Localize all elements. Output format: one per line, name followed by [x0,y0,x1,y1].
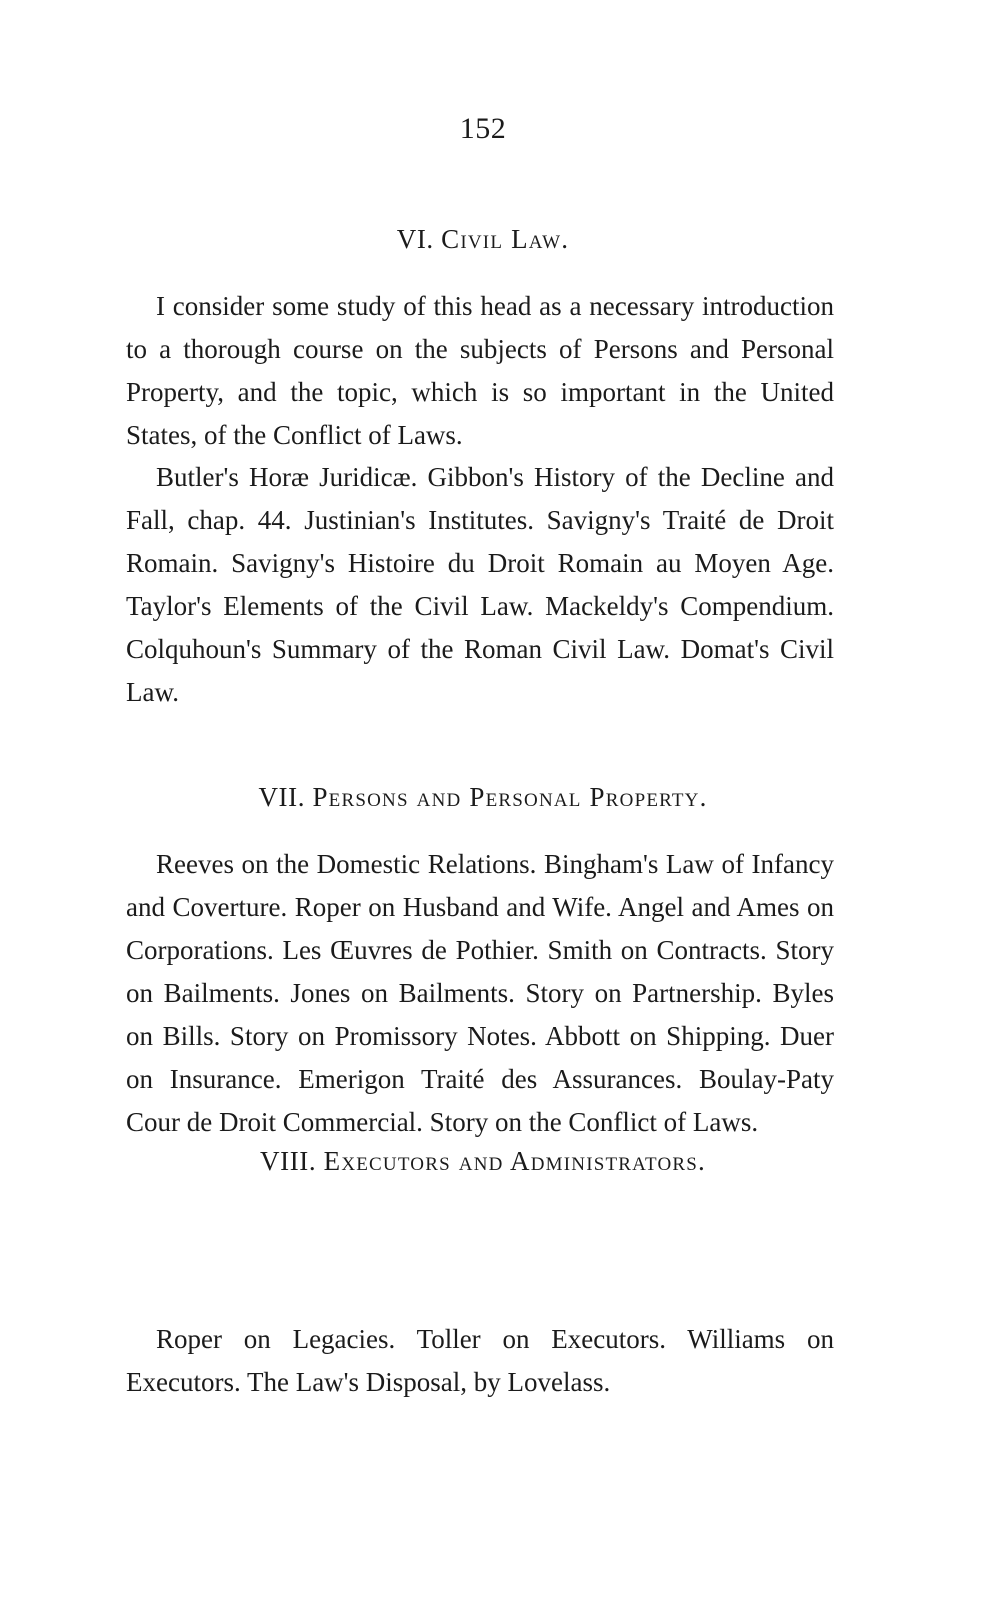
paragraph-civil-law-books [126,456,834,714]
paragraph-text: Roper on Legacies. Toller on Executors. Williams on Executors. The Law's Disposal, by Lovelass. [126,1324,834,1397]
section-title: Executors and Administrators. [323,1146,706,1176]
section-numeral: VII. [258,782,306,812]
paragraph-text: I consider some study of this head as a necessary introduction to a thorough course on the subjects of Persons and Personal Property, and the topic, which is so important in the United States, of the Conflict of Laws. [126,291,834,450]
paragraph-civil-law-intro [126,285,834,457]
section-title: Persons and Personal Property. [312,782,708,812]
section-title: Civil Law. [441,224,570,254]
paragraph-executors-books [126,1318,834,1404]
section-numeral: VI. [396,224,434,254]
section-heading-executors [0,1146,966,1177]
page-number: 152 [459,112,507,145]
section-heading-persons-property [0,782,966,813]
paragraph-text: Reeves on the Domestic Relations. Bingham's Law of Infancy and Coverture. Roper on Husband and Wife. Angel and Ames on Corporations. Les Œuvres de Pothier. Smith on Contracts. Story on Bailments. Jones on Bailments. Story on Partnership. Byles on Bills. Story on Promissory Notes. Abbott on Shipping. Duer on Insurance. Emerigon Traité des Assurances. Boulay-Paty Cour de Droit Commercial. Story on the Conflict of Laws. [126,849,834,1137]
section-numeral: VIII. [260,1146,317,1176]
paragraph-text: Butler's Horæ Juridicæ. Gibbon's History of the Decline and Fall, chap. 44. Justinian's Institutes. Savigny's Traité de Droit Romain. Savigny's Histoire du Droit Romain au Moyen Age. Taylor's Elements of the Civil Law. Mackeldy's Compendium. Colquhoun's Summary of the Roman Civil Law. Domat's Civil Law. [126,462,834,707]
section-heading-civil-law [0,224,966,255]
paragraph-persons-property-books [126,843,834,1144]
